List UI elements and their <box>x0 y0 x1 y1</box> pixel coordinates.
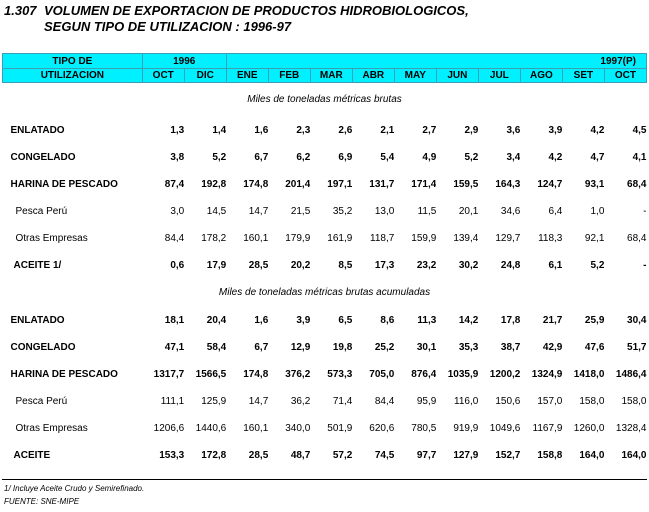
table-cell: 3,9 <box>548 125 563 136</box>
header-month: MAR <box>310 69 352 83</box>
header-month: ABR <box>352 69 394 83</box>
table-cell: 1440,6 <box>195 423 227 434</box>
table-cell: 1,4 <box>212 125 227 136</box>
table-row <box>3 144 647 171</box>
table-cell: 6,7 <box>254 342 269 353</box>
table-row <box>3 442 647 469</box>
table-cell: 13,0 <box>374 206 395 217</box>
table-cell: 111,1 <box>160 396 185 407</box>
table-cell: 876,4 <box>411 369 437 380</box>
table-cell: 160,1 <box>243 423 269 434</box>
row-label: Pesca Perú <box>15 396 68 407</box>
table-cell: 172,8 <box>201 450 227 461</box>
table-row <box>3 388 647 415</box>
table-cell: 179,9 <box>285 233 311 244</box>
table-cell: 1324,9 <box>531 369 563 380</box>
table-cell: 19,8 <box>332 342 353 353</box>
header-row-years <box>3 54 647 69</box>
table-cell: 34,6 <box>500 206 521 217</box>
table-cell: 6,1 <box>548 260 563 271</box>
table-cell: 501,9 <box>327 423 353 434</box>
header-month: ENE <box>226 69 268 83</box>
header-tipo: TIPO DE <box>3 54 143 69</box>
table-cell: 620,6 <box>369 423 395 434</box>
section-heading-row <box>3 279 647 307</box>
header-month: OCT <box>142 69 184 83</box>
table-cell: 58,4 <box>206 342 227 353</box>
table-cell: 118,3 <box>538 233 563 244</box>
table-cell: 3,0 <box>170 206 185 217</box>
table-cell: 4,9 <box>422 152 437 163</box>
table-cell: 20,1 <box>458 206 479 217</box>
table-cell: 3,6 <box>506 125 521 136</box>
table-cell: 118,7 <box>370 233 395 244</box>
section-heading-row <box>3 83 647 118</box>
section-heading: Miles de toneladas métricas brutas <box>247 94 402 105</box>
table-cell: 6,4 <box>548 206 563 217</box>
header-month: JUN <box>436 69 478 83</box>
table-cell: 3,8 <box>170 152 185 163</box>
table-cell: 87,4 <box>164 179 185 190</box>
table-cell: 11,3 <box>417 315 437 326</box>
table-cell: 2,1 <box>380 125 395 136</box>
table-cell: 17,8 <box>500 315 521 326</box>
table-cell: 780,5 <box>411 423 437 434</box>
table-cell: 158,8 <box>537 450 563 461</box>
table-cell: 116,0 <box>454 396 479 407</box>
table-cell: 25,2 <box>374 342 395 353</box>
table-cell: 84,4 <box>374 396 395 407</box>
table-cell: 30,4 <box>627 315 647 326</box>
table-cell: 127,9 <box>453 450 479 461</box>
table-cell: 160,1 <box>243 233 269 244</box>
table-cell: 5,4 <box>380 152 395 163</box>
table-cell: 164,0 <box>579 450 605 461</box>
table-cell: 157,0 <box>537 396 563 407</box>
table-cell: 93,1 <box>584 179 605 190</box>
row-label: ENLATADO <box>10 315 65 326</box>
table-cell: 1,6 <box>254 125 269 136</box>
table-cell: 1200,2 <box>489 369 521 380</box>
table-cell: 129,7 <box>495 233 521 244</box>
table-cell: 340,0 <box>285 423 311 434</box>
title-line-1: VOLUMEN DE EXPORTACION DE PRODUCTOS HIDROBIOLOGICOS, <box>44 3 469 18</box>
header-month: AGO <box>520 69 562 83</box>
table-cell: 28,5 <box>248 450 269 461</box>
source-note: FUENTE: SNE-MIPE <box>4 497 80 506</box>
table-cell: 84,4 <box>164 233 185 244</box>
table-cell: 6,7 <box>254 152 269 163</box>
row-label: Pesca Perú <box>15 206 68 217</box>
table-cell: 5,2 <box>212 152 227 163</box>
table-cell: 92,1 <box>584 233 605 244</box>
header-month: FEB <box>268 69 310 83</box>
table-cell: 4,1 <box>632 152 647 163</box>
row-label: HARINA DE PESCADO <box>10 369 118 380</box>
table-cell: 30,2 <box>458 260 479 271</box>
table-cell: 14,7 <box>248 206 269 217</box>
table-cell: 573,3 <box>327 369 353 380</box>
header-month: MAY <box>394 69 436 83</box>
table-cell: 38,7 <box>500 342 521 353</box>
table-cell: 2,7 <box>422 125 437 136</box>
table-cell: 17,3 <box>374 260 395 271</box>
export-volume-table <box>2 53 647 469</box>
table-cell: 68,4 <box>627 233 647 244</box>
table-cell: 6,9 <box>338 152 353 163</box>
table-cell: 164,0 <box>621 450 647 461</box>
row-label: CONGELADO <box>10 152 76 163</box>
table-cell: 47,6 <box>584 342 605 353</box>
table-cell: 1328,4 <box>615 423 647 434</box>
table-cell: 1,3 <box>170 125 185 136</box>
table-cell: 21,7 <box>542 315 563 326</box>
table-cell: 51,7 <box>627 342 647 353</box>
table-cell: 705,0 <box>369 369 395 380</box>
table-cell: 3,9 <box>296 315 311 326</box>
table-cell: 95,9 <box>416 396 437 407</box>
title-line-2: SEGUN TIPO DE UTILIZACION : 1996-97 <box>44 19 292 34</box>
table-cell: 20,2 <box>290 260 311 271</box>
table-cell: 42,9 <box>542 342 563 353</box>
table-row <box>3 252 647 279</box>
table-cell: 4,2 <box>590 125 605 136</box>
table-row <box>3 334 647 361</box>
table-cell: 57,2 <box>332 450 353 461</box>
table-cell: 158,0 <box>579 396 605 407</box>
table-cell: 35,3 <box>458 342 479 353</box>
header-row-months <box>3 69 647 83</box>
table-cell: 1,6 <box>254 315 269 326</box>
table-cell: 2,3 <box>296 125 311 136</box>
row-label: ACEITE <box>13 450 51 461</box>
table-cell: 3,4 <box>506 152 521 163</box>
table-cell: 11,5 <box>417 206 437 217</box>
table-row <box>3 415 647 442</box>
table-cell: 152,7 <box>495 450 521 461</box>
table-row <box>3 225 647 252</box>
table-cell: 1049,6 <box>489 423 521 434</box>
table-cell: - <box>643 260 647 271</box>
table-cell: 1035,9 <box>447 369 479 380</box>
table-row <box>3 361 647 388</box>
table-cell: 0,6 <box>170 260 185 271</box>
row-label: Otras Empresas <box>15 423 88 434</box>
table-cell: 125,9 <box>201 396 227 407</box>
table-cell: 150,6 <box>495 396 521 407</box>
row-label: ACEITE 1/ <box>13 260 62 271</box>
table-cell: 36,2 <box>290 396 311 407</box>
row-label: HARINA DE PESCADO <box>10 179 118 190</box>
table-cell: 161,9 <box>327 233 353 244</box>
table-cell: 23,2 <box>416 260 437 271</box>
table-cell: 8,5 <box>338 260 353 271</box>
table-cell: 25,9 <box>584 315 605 326</box>
table-cell: 5,2 <box>590 260 605 271</box>
table-cell: 139,4 <box>453 233 479 244</box>
table-cell: 71,4 <box>332 396 353 407</box>
table-cell: 201,4 <box>285 179 311 190</box>
table-cell: 171,4 <box>411 179 437 190</box>
table-cell: 30,1 <box>416 342 437 353</box>
table-cell: 5,2 <box>464 152 479 163</box>
table-row <box>3 307 647 334</box>
table-cell: 2,6 <box>338 125 353 136</box>
table-cell: 47,1 <box>164 342 185 353</box>
table-row <box>3 198 647 225</box>
row-label: CONGELADO <box>10 342 76 353</box>
table-cell: 376,2 <box>285 369 311 380</box>
table-cell: 131,7 <box>369 179 395 190</box>
table-cell: 1566,5 <box>195 369 227 380</box>
table-cell: 6,2 <box>296 152 311 163</box>
table-cell: 35,2 <box>332 206 353 217</box>
table-cell: 74,5 <box>374 450 395 461</box>
section-heading: Miles de toneladas métricas brutas acumuladas <box>218 287 431 298</box>
table-title <box>4 3 469 35</box>
header-utilizacion: UTILIZACION <box>3 69 143 83</box>
table-cell: 97,7 <box>416 450 437 461</box>
table-cell: 159,9 <box>411 233 437 244</box>
table-cell: 4,5 <box>632 125 647 136</box>
header-month: JUL <box>478 69 520 83</box>
table-cell: 28,5 <box>248 260 269 271</box>
header-month: OCT <box>604 69 646 83</box>
table-number: 1.307 <box>4 3 37 18</box>
table-cell: 21,5 <box>290 206 311 217</box>
header-year-1997: 1997(P) <box>226 54 646 69</box>
table-cell: 4,7 <box>590 152 605 163</box>
table-cell: 1260,0 <box>573 423 605 434</box>
table-cell: 12,9 <box>290 342 311 353</box>
table-cell: 174,8 <box>243 369 269 380</box>
table-cell: 8,6 <box>380 315 395 326</box>
table-cell: 1206,6 <box>153 423 185 434</box>
table-cell: 17,9 <box>206 260 227 271</box>
header-year-1996: 1996 <box>142 54 226 69</box>
row-label: ENLATADO <box>10 125 65 136</box>
table-cell: 20,4 <box>206 315 227 326</box>
table-cell: 158,0 <box>621 396 647 407</box>
table-cell: 159,5 <box>453 179 479 190</box>
table-cell: 153,3 <box>159 450 185 461</box>
table-cell: 68,4 <box>627 179 647 190</box>
table-cell: 4,2 <box>548 152 563 163</box>
table-cell: 6,5 <box>338 315 353 326</box>
table-cell: 1167,9 <box>532 423 563 434</box>
table-cell: 1486,4 <box>615 369 647 380</box>
table-cell: 174,8 <box>243 179 269 190</box>
table-row <box>3 117 647 144</box>
table-cell: 18,1 <box>164 315 185 326</box>
table-cell: 124,7 <box>537 179 563 190</box>
header-month: SET <box>562 69 604 83</box>
table-cell: 2,9 <box>464 125 479 136</box>
footnote: 1/ Incluye Aceite Crudo y Semirefinado. <box>4 484 145 493</box>
table-cell: 919,9 <box>453 423 479 434</box>
row-label: Otras Empresas <box>15 233 88 244</box>
table-cell: - <box>643 206 647 217</box>
table-cell: 1418,0 <box>573 369 605 380</box>
table-cell: 197,1 <box>327 179 353 190</box>
table-cell: 48,7 <box>290 450 311 461</box>
table-cell: 1317,7 <box>153 369 185 380</box>
table-bottom-rule <box>2 479 647 480</box>
table-cell: 14,2 <box>458 315 479 326</box>
table-cell: 14,5 <box>206 206 227 217</box>
table-row <box>3 171 647 198</box>
table-cell: 24,8 <box>500 260 521 271</box>
table-cell: 1,0 <box>590 206 605 217</box>
table-cell: 192,8 <box>201 179 227 190</box>
table-cell: 178,2 <box>201 233 227 244</box>
table-cell: 164,3 <box>495 179 521 190</box>
table-cell: 14,7 <box>248 396 269 407</box>
header-month: DIC <box>184 69 226 83</box>
